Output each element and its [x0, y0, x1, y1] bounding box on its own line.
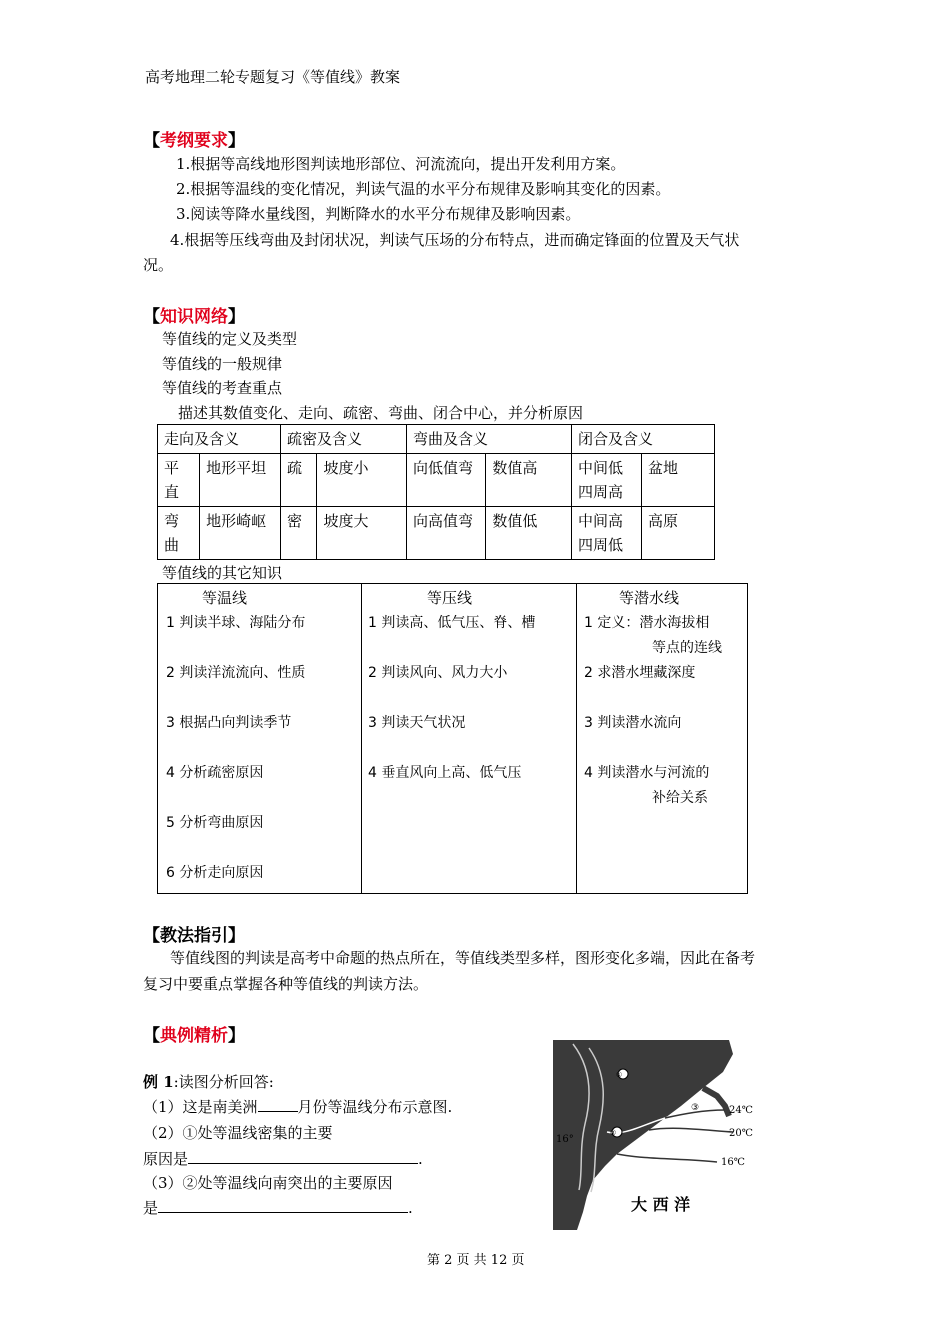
- table-cell: 密: [281, 507, 317, 560]
- knowledge-line-3: 等值线的考查重点: [162, 379, 283, 397]
- table-header-cell: 闭合及含义: [572, 425, 715, 454]
- water-table-item: 3 判读潜水流向: [584, 715, 682, 731]
- table-cell: 盆地: [642, 454, 715, 507]
- table-row: [158, 454, 715, 507]
- water-table-item: 1 定义：潜水海拔相: [584, 615, 710, 631]
- label-24c: 24℃: [729, 1105, 753, 1116]
- label-atlantic: 大 西 洋: [631, 1195, 691, 1214]
- knowledge-line-1: 等值线的定义及类型: [162, 330, 298, 348]
- question-1: [143, 1096, 452, 1117]
- heading-text: 典例精析: [160, 1026, 228, 1046]
- question-2-end: .: [418, 1150, 423, 1168]
- table-cell: 数值低: [486, 507, 572, 560]
- heading-text: 考纲要求: [160, 131, 228, 151]
- question-3-text-b: 是: [143, 1199, 159, 1217]
- example-intro: [143, 1071, 274, 1092]
- teaching-para-2: 复习中要重点掌握各种等值线的判读方法。: [143, 975, 429, 993]
- table-cell: 高原: [642, 507, 715, 560]
- marker-2-text: ②: [609, 1129, 617, 1137]
- isotherm-item: 6 分析走向原因: [166, 865, 264, 881]
- table-cell: 中间高四周低: [572, 507, 642, 560]
- features-table: [157, 424, 715, 560]
- col-header-water-table: 等潜水线: [619, 589, 680, 607]
- water-table-item-cont: 补给关系: [652, 790, 708, 806]
- question-2-text-b: 原因是: [143, 1150, 189, 1168]
- knowledge-desc: 描述其数值变化、走向、疏密、弯曲、闭合中心，并分析原因: [178, 404, 584, 422]
- answer-blank-2[interactable]: [188, 1163, 418, 1164]
- syllabus-item-3: 3.阅读等降水量线图，判断降水的水平分布规律及影响因素。: [176, 205, 581, 223]
- isotherm-item: 5 分析弯曲原因: [166, 815, 264, 831]
- bracket-open: 【: [143, 307, 160, 327]
- table-cell: 疏: [281, 454, 317, 507]
- marker-3: ③: [691, 1103, 700, 1113]
- table-row: [158, 425, 715, 454]
- question-2-cont: [143, 1148, 423, 1169]
- question-1-text-b: 月份等温线分布示意图.: [297, 1098, 453, 1116]
- bracket-open: 【: [143, 1026, 160, 1046]
- section-heading-syllabus: [143, 126, 245, 151]
- syllabus-item-2: 2.根据等温线的变化情况，判读气温的水平分布规律及影响其变化的因素。: [176, 180, 671, 198]
- table-cell: 向低值弯: [407, 454, 486, 507]
- section-heading-knowledge: [143, 302, 245, 327]
- table-header-cell: 走向及含义: [158, 425, 281, 454]
- question-3-end: .: [408, 1199, 413, 1217]
- bracket-close: 】: [228, 1026, 245, 1046]
- syllabus-item-4-cont: 况。: [143, 256, 174, 274]
- bracket-close: 】: [228, 307, 245, 327]
- question-3: （3）②处等温线向南突出的主要原因: [143, 1174, 393, 1192]
- example-label: 例 1: [143, 1073, 174, 1091]
- isotherm-map: [553, 1040, 759, 1230]
- bracket-open: 【: [143, 926, 160, 946]
- label-16-degree: 16°: [556, 1134, 574, 1145]
- question-1-text-a: （1）这是南美洲: [143, 1098, 258, 1116]
- water-table-item: 2 求潜水埋藏深度: [584, 665, 696, 681]
- section-heading-teaching: [143, 921, 245, 946]
- isobar-item: 3 判读天气状况: [368, 715, 466, 731]
- heading-text: 教法指引: [160, 926, 228, 946]
- knowledge-line-2: 等值线的一般规律: [162, 355, 283, 373]
- answer-blank-3[interactable]: [158, 1212, 408, 1213]
- answer-blank-1[interactable]: [258, 1111, 298, 1112]
- heading-text: 知识网络: [160, 307, 228, 327]
- col-header-isotherm: 等温线: [202, 589, 248, 607]
- table-cell: 弯曲: [158, 507, 200, 560]
- table-cell: 平直: [158, 454, 200, 507]
- water-table-item: 4 判读潜水与河流的: [584, 765, 710, 781]
- isotherm-item: 2 判读洋流流向、性质: [166, 665, 306, 681]
- syllabus-item-4: 4.根据等压线弯曲及封闭状况，判读气压场的分布特点，进而确定锋面的位置及天气状: [170, 231, 740, 249]
- teaching-para-1: 等值线图的判读是高考中命题的热点所在，等值线类型多样，图形变化多端，因此在备考: [170, 949, 756, 967]
- isobar-item: 4 垂直风向上高、低气压: [368, 765, 522, 781]
- example-intro-text: :读图分析回答:: [173, 1073, 274, 1091]
- table-header-cell: 疏密及含义: [281, 425, 407, 454]
- question-3-cont: [143, 1197, 413, 1218]
- bracket-open: 【: [143, 131, 160, 151]
- other-knowledge-label: 等值线的其它知识: [162, 564, 283, 582]
- isobar-item: 2 判读风向、风力大小: [368, 665, 508, 681]
- isotherm-item: 3 根据凸向判读季节: [166, 715, 292, 731]
- table-cell: 地形平坦: [200, 454, 281, 507]
- water-table-item-cont: 等点的连线: [652, 640, 722, 656]
- label-20c: 20℃: [729, 1128, 753, 1139]
- table-cell: 坡度大: [317, 507, 407, 560]
- table-cell: 坡度小: [317, 454, 407, 507]
- col-header-isobar: 等压线: [427, 589, 473, 607]
- page-footer: 第 2 页 共 12 页: [427, 1253, 525, 1268]
- table-row: [158, 507, 715, 560]
- bracket-close: 】: [228, 926, 245, 946]
- syllabus-item-1: 1.根据等高线地形图判读地形部位、河流流向，提出开发利用方案。: [176, 155, 626, 173]
- table-header-cell: 弯曲及含义: [407, 425, 572, 454]
- table-cell: 中间低四周高: [572, 454, 642, 507]
- table-cell: 数值高: [486, 454, 572, 507]
- table-cell: 地形崎岖: [200, 507, 281, 560]
- marker-1-text: ①: [615, 1071, 623, 1079]
- isobar-item: 1 判读高、低气压、脊、槽: [368, 615, 536, 631]
- label-16c: 16℃: [721, 1157, 745, 1168]
- table-cell: 向高值弯: [407, 507, 486, 560]
- question-2: （2）①处等温线密集的主要: [143, 1124, 333, 1142]
- page-header: 高考地理二轮专题复习《等值线》教案: [145, 68, 401, 86]
- bracket-close: 】: [228, 131, 245, 151]
- isotherm-item: 1 判读半球、海陆分布: [166, 615, 306, 631]
- isotherm-item: 4 分析疏密原因: [166, 765, 264, 781]
- section-heading-examples: [143, 1021, 245, 1046]
